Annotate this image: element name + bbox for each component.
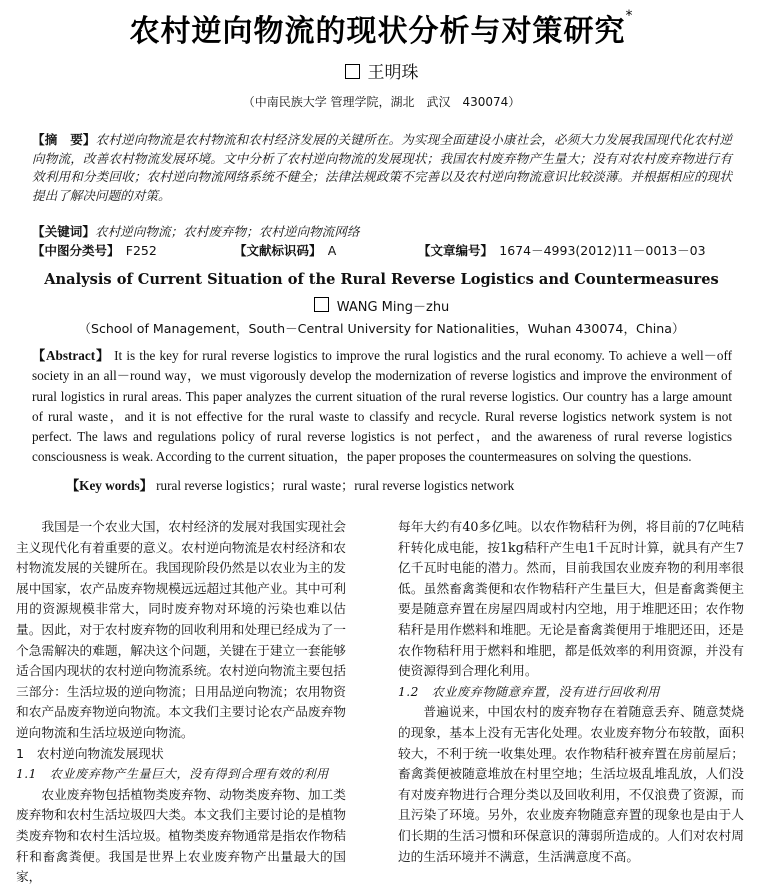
abstract-en-text: It is the key for rural reverse logistics to improve the rural logistics and the rural economy. To achieve a well－off society in an all－round way，we must vigorously develop the modernization of reverse logistics and improve the environment of rural logistics in rural areas. This paper analyzes the current situation of the rural reverse logistics. Our country has a large amount of rural waste，and it is not effective for the rural waste to classify and recycle. Rural reverse logistics network system is not perfect. The laws and regulations policy of rural reverse logistics is not perfect，and the awareness of rural reverse logistics consciousness is weak. According to the current situation，the paper proposes the countermeasures on solving the questions. — [32, 348, 733, 465]
body-column-right — [398, 517, 744, 867]
author-line — [0, 58, 763, 83]
abstract-en — [32, 346, 732, 468]
keywords-zh-label: 【关键词】 — [32, 224, 95, 239]
keywords-zh — [32, 221, 732, 240]
english-author-name: WANG Ming－zhu — [336, 300, 450, 315]
subsection-heading-1-1: 1.1 农业废弃物产生量巨大，没有得到合理有效的利用 — [16, 767, 329, 782]
author-box-icon — [345, 64, 360, 79]
paper-title: 农村逆向物流的现状分析与对策研究* — [129, 8, 634, 49]
english-affiliation: （School of Management，South－Central University for Nationalities，Wuhan 430074，China） — [78, 321, 685, 336]
paragraph-1-2: 普遍说来，中国农村的废弃物存在着随意丢弃、随意焚烧的现象，基本上没有无害化处理。农业废弃物分布较散，面积较大，不利于统一收集处理。农作物秸秆被弃置在房前屋后；畜禽粪便被随意堆放在村里空地；生活垃圾乱堆乱放，人们没有对废弃物进行合理分类以及回收利用，不仅浪费了资源，而且污染了环境。另外，农业废弃物随意弃置的现象也是由于人们长期的生活习惯和环保意识的薄弱所造成的。人们对农村周边的生活环境并不满意，生活满意度不高。 — [398, 704, 744, 864]
keywords-en-label: 【Key words】 — [66, 478, 153, 493]
document-code: 【文献标识码】 A — [234, 243, 337, 258]
abstract-zh — [32, 131, 732, 205]
abstract-zh-text: 农村逆向物流是农村物流和农村经济发展的关键所在。为实现全面建设小康社会，必须大力发展我国现代化农村逆向物流，改善农村物流发展环境。文中分析了农村逆向物流的发展现状；我国农村废弃物产生量大；没有对农村废弃物进行有效利用和分类回收；农村逆向物流网络系统不健全；法律法规政策不完善以及农村逆向物流意识比较淡薄。并根据相应的现状提出了解决问题的对策。 — [32, 132, 733, 203]
subsection-heading-1-2: 1.2 农业废弃物随意弃置，没有进行回收利用 — [398, 684, 660, 699]
paragraph-1-1: 农业废弃物包括植物类废弃物、动物类废弃物、加工类废弃物和农村生活垃圾四大类。本文我们主要讨论的是植物类废弃物和农村生活垃圾。植物类废弃物通常是指农作物秸秆和畜禽粪便。我国是世界上农业废弃物产出量最大的国家， — [16, 786, 346, 885]
article-number: 【文章编号】 1674－4993(2012)11－0013－03 — [418, 243, 706, 258]
abstract-zh-label: 【摘 要】 — [32, 132, 96, 147]
author-name: 王明珠 — [367, 63, 419, 83]
intro-paragraph: 我国是一个农业大国，农村经济的发展对我国实现社会主义现代化有着重要的意义。农村逆向物流是农村经济和农村物流发展的关键所在。我国现阶段仍然是以农业为主的发展中国家，农产品废弃物规模远远超过其他产业。其中可利用的资源规模非常大，同时废弃物对环境的污染也难以估量。因此，对于农村废弃物的回收利用和处理已经成为了一个急需解决的难题，解决这个问题，关键在于建立一套能够适合国内现状的农村逆向物流系统。农村逆向物流主要包括三部分：生活垃圾的逆向物流；日用品逆向物流；农用物资和农产品废弃物逆向物流。本文我们主要讨论农产品废弃物逆向物流和生活垃圾逆向物流。 — [16, 519, 346, 740]
english-author-box-icon — [314, 297, 329, 312]
clc-code: 【中图分类号】 F252 — [32, 243, 157, 258]
abstract-en-label: 【Abstract】 — [32, 348, 110, 363]
keywords-en — [66, 475, 726, 494]
keywords-zh-text: 农村逆向物流；农村废弃物；农村逆向物流网络 — [94, 224, 360, 239]
keywords-en-text: rural reverse logistics；rural waste；rural reverse logistics network — [156, 478, 515, 493]
affiliation: （中南民族大学 管理学院，湖北 武汉 430074） — [242, 95, 521, 109]
english-title: Analysis of Current Situation of the Rural Reverse Logistics and Countermeasures — [44, 271, 719, 288]
english-author-line — [0, 296, 763, 315]
paragraph-1-1-continued: 每年大约有40多亿吨。以农作物秸秆为例，将目前的7亿吨秸秆转化成电能，按1kg秸秆产生电1千瓦时计算，就具有产生7亿千瓦时电能的潜力。然而，目前我国农业废弃物的利用率很低。虽然畜禽粪便和农作物秸秆产生量巨大，但是畜禽粪便主要是随意弃置在房屋四周或村内空地，用于堆肥还田；农作物秸秆是用作燃料和堆肥。无论是畜禽粪便用于堆肥还田，还是农作物秸秆用于燃料和堆肥，都是低效率的利用资源，并没有使资源得到合理化利用。 — [398, 519, 744, 679]
section-heading-1: 1 农村逆向物流发展现状 — [16, 745, 164, 761]
title-footnote-mark: * — [625, 8, 634, 24]
body-column-left — [16, 517, 346, 888]
